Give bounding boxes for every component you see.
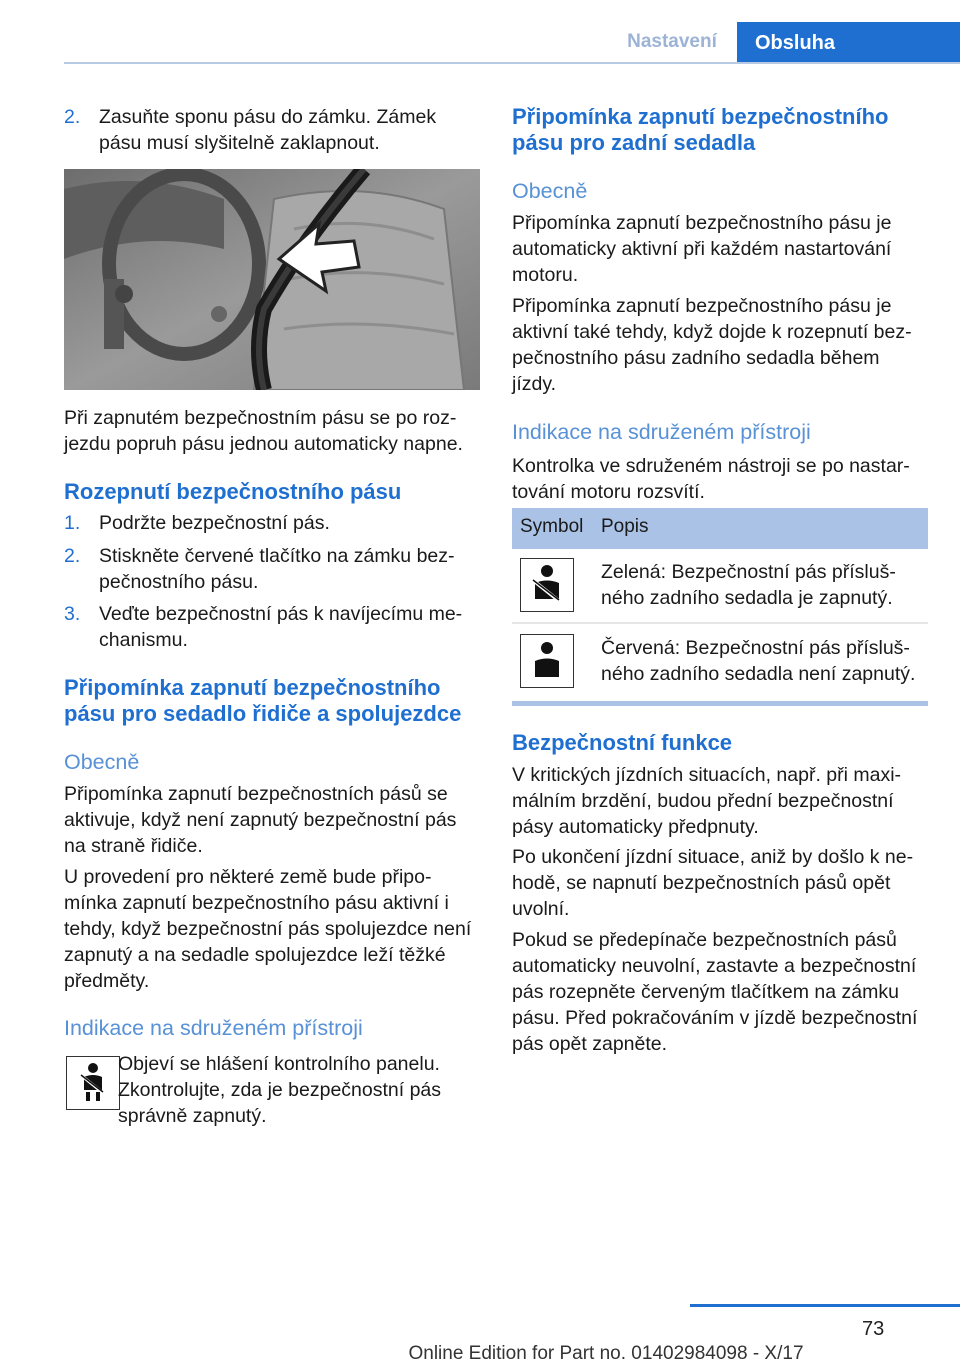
paragraph-line: Kontrolka ve sdruženém nástroji se po nastar‐ — [512, 455, 910, 477]
seatbelt-warning-icon — [66, 1056, 120, 1110]
seatbelt-buckle-photo — [64, 169, 480, 390]
paragraph-line: Při zapnutém bezpečnostním pásu se po roz‐ — [64, 407, 457, 429]
subsection-heading: Indikace na sdruženém přístroji — [64, 1016, 363, 1040]
header-rule — [64, 62, 960, 64]
subsection-heading: Obecně — [512, 179, 588, 203]
table-cell-desc: ného zadního sedadla není zapnutý. — [601, 663, 916, 685]
subsection-heading: Indikace na sdruženém přístroji — [512, 420, 811, 444]
section-heading: Bezpečnostní funkce — [512, 730, 733, 755]
table-cell-desc: ného zadního sedadla je zapnutý. — [601, 587, 893, 609]
table-cell-desc: Červená: Bezpečnostní pás přísluš‐ — [601, 637, 910, 659]
step-text: Podržte bezpečnostní pás. — [99, 512, 330, 534]
paragraph-line: mínka zapnutí bezpečnostního pásu aktivní i — [64, 892, 449, 914]
tab-nastaveni[interactable]: Nastavení — [627, 31, 717, 52]
step-number: 3. — [64, 603, 81, 625]
paragraph-line: automaticky aktivní při každém nastartování — [512, 238, 892, 260]
paragraph-line: Připomínka zapnutí bezpečnostního pásu je — [512, 295, 892, 317]
paragraph-line: aktivní také tehdy, když dojde k rozepnutí bez‐ — [512, 321, 912, 343]
paragraph-line: Pokud se předepínače bezpečnostních pásů — [512, 929, 897, 951]
paragraph-line: na straně řidiče. — [64, 835, 203, 857]
paragraph-line: V kritických jízdních situacích, např. při maxi‐ — [512, 764, 902, 786]
seatbelt-fastened-glyph — [521, 559, 572, 610]
column-header-symbol: Symbol — [520, 516, 584, 537]
section-heading: Rozepnutí bezpečnostního pásu — [64, 479, 402, 504]
paragraph-line: pás rozepněte červeným tlačítkem na zámku — [512, 981, 899, 1003]
step-number: 2. — [64, 106, 81, 128]
paragraph-line: předměty. — [64, 970, 150, 992]
paragraph-line: aktivuje, když není zapnutý bezpečnostní pás — [64, 809, 457, 831]
paragraph-line: správně zapnutý. — [118, 1105, 267, 1127]
paragraph-line: Objeví se hlášení kontrolního panelu. — [118, 1053, 440, 1075]
table-row-separator — [512, 622, 928, 624]
seat-occupant-glyph — [521, 635, 572, 686]
step-text: Veďte bezpečnostní pás k navíjecímu me‐ — [99, 603, 463, 625]
table-bottom-rule — [512, 701, 928, 706]
subsection-heading: Obecně — [64, 750, 140, 774]
page-number: 73 — [862, 1318, 885, 1340]
column-header-description: Popis — [601, 516, 649, 537]
seatbelt-fastened-icon — [520, 558, 574, 612]
step-number: 1. — [64, 512, 81, 534]
step-text: pásu musí slyšitelně zaklapnout. — [99, 132, 380, 154]
step-text: Zasuňte sponu pásu do zámku. Zámek — [99, 106, 437, 128]
paragraph-line: Připomínka zapnutí bezpečnostního pásu je — [512, 212, 892, 234]
section-heading: pásu pro sedadlo řidiče a spolujezdce — [64, 701, 462, 726]
paragraph-line: jezdu popruh pásu jednou automaticky napne. — [64, 433, 463, 455]
step-number: 2. — [64, 545, 81, 567]
paragraph-line: pečnostního pásu zadního sedadla během — [512, 347, 880, 369]
seat-illustration — [64, 169, 480, 390]
paragraph-line: zapnutý a na sedadle spolujezdce leží těžké — [64, 944, 446, 966]
paragraph-line: pásu. Před pokračováním v jízdě bezpečnostní — [512, 1007, 918, 1029]
paragraph-line: automaticky neuvolní, zastavte a bezpečnostní — [512, 955, 917, 977]
paragraph-line: jízdy. — [512, 373, 557, 395]
seatbelt-person-icon — [67, 1057, 118, 1108]
section-heading: pásu pro zadní sedadla — [512, 130, 756, 155]
paragraph-line: tehdy, když bezpečnostní pás spolujezdce není — [64, 918, 472, 940]
paragraph-line: U provedení pro některé země bude připo‐ — [64, 866, 432, 888]
paragraph-line: hodě, se napnutí bezpečnostních pásů opět — [512, 872, 891, 894]
paragraph-line: tování motoru rozsvítí. — [512, 481, 705, 503]
paragraph-line: uvolní. — [512, 898, 570, 920]
section-heading: Připomínka zapnutí bezpečnostního — [512, 104, 889, 129]
paragraph-line: Zkontrolujte, zda je bezpečnostní pás — [118, 1079, 442, 1101]
step-text: pečnostního pásu. — [99, 571, 259, 593]
section-heading: Připomínka zapnutí bezpečnostního — [64, 675, 441, 700]
paragraph-line: málním brzdění, budou přední bezpečnostní — [512, 790, 894, 812]
step-text: chanismu. — [99, 629, 188, 651]
paragraph-line: Připomínka zapnutí bezpečnostních pásů se — [64, 783, 448, 805]
tab-obsluha[interactable]: Obsluha — [737, 22, 960, 64]
footer-rule — [690, 1304, 960, 1307]
paragraph-line: Po ukončení jízdní situace, aniž by došlo k ne‐ — [512, 846, 914, 868]
paragraph-line: motoru. — [512, 264, 579, 286]
seat-occupant-icon — [520, 634, 574, 688]
table-header — [512, 508, 928, 549]
paragraph-line: pásy automaticky předpnuty. — [512, 816, 759, 838]
table-cell-desc: Zelená: Bezpečnostní pás přísluš‐ — [601, 561, 896, 583]
edition-footer: Online Edition for Part no. 01402984098 - X/17 — [408, 1343, 804, 1364]
step-text: Stiskněte červené tlačítko na zámku bez‐ — [99, 545, 455, 567]
paragraph-line: pás opět zapněte. — [512, 1033, 668, 1055]
